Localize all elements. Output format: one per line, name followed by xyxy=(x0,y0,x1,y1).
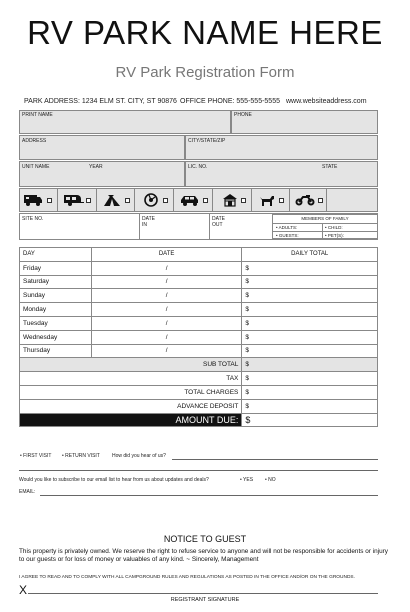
tent-checkbox[interactable] xyxy=(125,198,130,203)
total-cell[interactable]: $ xyxy=(242,289,378,303)
day-cell: Tuesday xyxy=(20,316,92,330)
date-out-field[interactable] xyxy=(230,214,270,239)
return-visit-option[interactable]: • RETURN VISIT xyxy=(62,453,100,459)
total-charges-row xyxy=(20,385,378,399)
travel-trailer-checkbox[interactable] xyxy=(86,198,91,203)
signature-x-mark: X xyxy=(19,583,28,597)
website: www.websiteaddress.com xyxy=(286,98,367,105)
advance-deposit-label: ADVANCE DEPOSIT xyxy=(20,399,242,413)
car-checkbox[interactable] xyxy=(203,198,208,203)
date-cell[interactable]: / xyxy=(91,289,242,303)
signature-field[interactable] xyxy=(28,593,378,594)
print-name-label: PRINT NAME xyxy=(22,112,53,118)
tax-label: TAX xyxy=(20,372,242,386)
year-label: YEAR xyxy=(89,164,103,170)
date-cell[interactable]: / xyxy=(91,344,242,358)
address-field[interactable] xyxy=(19,135,185,160)
dog-icon xyxy=(259,193,275,207)
day-header: DAY xyxy=(20,248,92,262)
motorhome-icon xyxy=(23,193,43,207)
sub-total-row xyxy=(20,358,378,372)
total-cell[interactable]: $ xyxy=(242,303,378,317)
print-name-field[interactable] xyxy=(19,110,231,134)
date-cell[interactable]: / xyxy=(91,303,242,317)
tax-value[interactable]: $ xyxy=(242,372,378,386)
phone-field[interactable] xyxy=(231,110,378,134)
address-label: ADDRESS xyxy=(22,138,47,144)
agreement-text: I AGREE TO READ AND TO COMPLY WITH ALL CAMPGROUND RULES AND REGULATIONS AS POSTED IN THE OFFICE AND/OR ON THE GROUNDS. xyxy=(19,575,355,580)
park-name: RV PARK NAME HERE xyxy=(27,14,383,51)
table-row xyxy=(20,316,378,330)
amount-due-value[interactable]: $ xyxy=(242,413,378,427)
dog-checkbox[interactable] xyxy=(279,198,284,203)
site-no-label: SITE NO. xyxy=(22,216,44,222)
table-row xyxy=(20,275,378,289)
total-cell[interactable]: $ xyxy=(242,275,378,289)
signature-label: REGISTRANT SIGNATURE xyxy=(170,597,240,603)
form-title: RV Park Registration Form xyxy=(115,64,295,81)
adults-field[interactable]: • ADULTS: xyxy=(276,225,298,230)
table-row xyxy=(20,303,378,317)
lic-no-field[interactable] xyxy=(185,161,378,187)
notice-text: This property is privately owned. We reserve the right to refuse service to anyone and will not be responsible for accidents or injury to our guests or for loss of money or valuables of any kind. ~ Sincerely, Management xyxy=(19,548,388,563)
table-header-row xyxy=(20,248,378,262)
sub-total-value[interactable]: $ xyxy=(242,358,378,372)
hear-about-field-line-2[interactable] xyxy=(19,470,378,471)
guests-field[interactable]: • GUESTS: xyxy=(276,233,299,238)
motorhome-checkbox[interactable] xyxy=(47,198,52,203)
family-heading: MEMBERS OF FAMILY xyxy=(301,216,349,221)
total-charges-label: TOTAL CHARGES xyxy=(20,385,242,399)
state-label: STATE xyxy=(322,164,338,170)
amount-due-label: AMOUNT DUE: xyxy=(20,413,242,427)
subscribe-yes-option[interactable]: • YES xyxy=(240,477,254,483)
email-field[interactable] xyxy=(40,495,378,496)
unit-name-label: UNIT NAME xyxy=(22,164,50,170)
advance-deposit-row xyxy=(20,399,378,413)
email-label: EMAIL: xyxy=(19,489,36,495)
date-out-label: DATE xyxy=(212,216,225,222)
advance-deposit-value[interactable]: $ xyxy=(242,399,378,413)
park-address: PARK ADDRESS: 1234 ELM ST. CITY, ST 90876 xyxy=(24,98,177,105)
cabin-checkbox[interactable] xyxy=(241,198,246,203)
sub-total-label: SUB TOTAL xyxy=(20,358,242,372)
motorcycle-checkbox[interactable] xyxy=(318,198,323,203)
day-cell: Friday xyxy=(20,261,92,275)
fifth-wheel-icon xyxy=(143,193,159,207)
total-cell[interactable]: $ xyxy=(242,261,378,275)
table-row xyxy=(20,261,378,275)
unit-name-field[interactable] xyxy=(19,161,185,187)
total-cell[interactable]: $ xyxy=(242,330,378,344)
travel-trailer-icon xyxy=(62,193,84,207)
date-in-label: DATE xyxy=(142,216,155,222)
fifth-wheel-checkbox[interactable] xyxy=(163,198,168,203)
motorcycle-icon xyxy=(294,193,316,207)
date-out-label-2: OUT xyxy=(212,222,223,228)
total-cell[interactable]: $ xyxy=(242,316,378,330)
hear-about-field[interactable] xyxy=(172,459,378,460)
date-cell[interactable]: / xyxy=(91,275,242,289)
car-icon xyxy=(179,193,201,207)
pets-field[interactable]: • PET(S): xyxy=(325,233,344,238)
total-cell[interactable]: $ xyxy=(242,344,378,358)
day-cell: Saturday xyxy=(20,275,92,289)
day-cell: Sunday xyxy=(20,289,92,303)
phone-label: PHONE xyxy=(234,112,252,118)
table-row xyxy=(20,289,378,303)
subscribe-no-option[interactable]: • NO xyxy=(265,477,276,483)
notice-title: NOTICE TO GUEST xyxy=(163,534,247,544)
date-cell[interactable]: / xyxy=(91,316,242,330)
daily-charges-table xyxy=(19,247,378,427)
table-row xyxy=(20,330,378,344)
office-phone: OFFICE PHONE: 555-555-5555 xyxy=(180,98,280,105)
members-of-family xyxy=(272,214,378,239)
day-cell: Wednesday xyxy=(20,330,92,344)
daily-total-header: DAILY TOTAL xyxy=(242,248,378,262)
date-in-label-2: IN xyxy=(142,222,147,228)
amount-due-row xyxy=(20,413,378,427)
child-field[interactable]: • CHILD: xyxy=(325,225,343,230)
day-cell: Monday xyxy=(20,303,92,317)
tax-row xyxy=(20,372,378,386)
date-cell[interactable]: / xyxy=(91,261,242,275)
table-row xyxy=(20,344,378,358)
date-cell[interactable]: / xyxy=(91,330,242,344)
date-in-field[interactable] xyxy=(160,214,208,239)
first-visit-option[interactable]: • FIRST VISIT xyxy=(20,453,52,459)
total-charges-value[interactable]: $ xyxy=(242,385,378,399)
city-state-zip-field[interactable] xyxy=(185,135,378,160)
date-header: DATE xyxy=(91,248,242,262)
cabin-icon xyxy=(222,193,238,207)
tent-icon xyxy=(102,193,122,207)
subscribe-question: Would you like to subscribe to our email list to hear from us about updates and deals? xyxy=(19,477,209,483)
day-cell: Thursday xyxy=(20,344,92,358)
city-state-zip-label: CITY/STATE/ZIP xyxy=(188,138,226,144)
site-no-field[interactable] xyxy=(20,222,138,239)
lic-no-label: LIC. NO. xyxy=(188,164,208,170)
hear-about-label: How did you hear of us? xyxy=(112,453,166,459)
